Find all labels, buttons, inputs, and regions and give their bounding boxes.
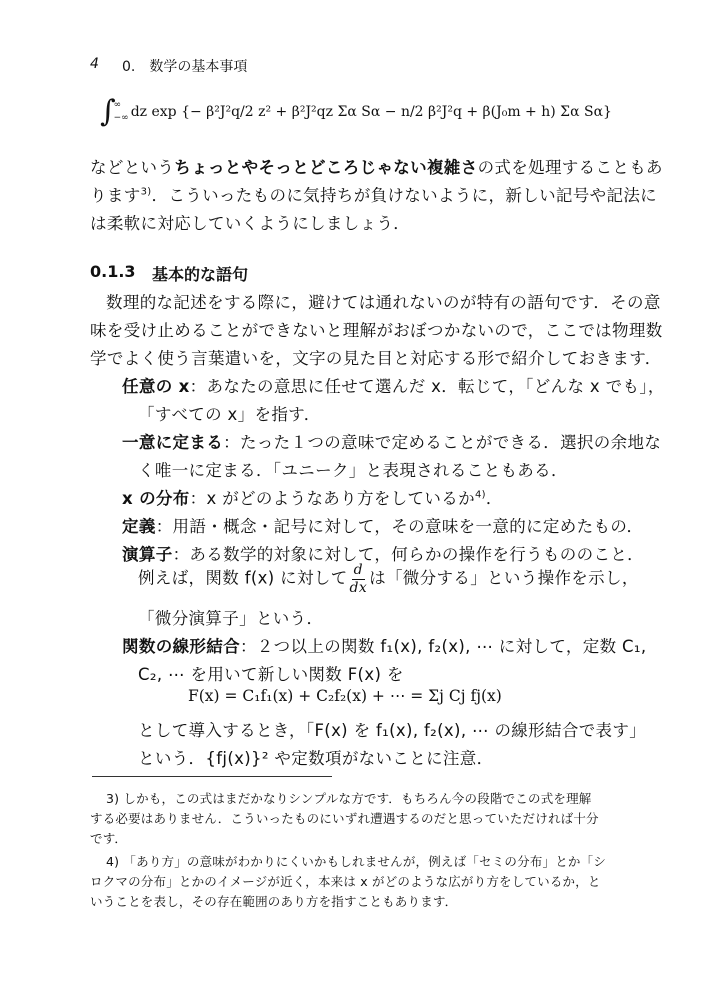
term-linear-line-2: C₂, ⋯ を用いて新しい関数 F(x) を xyxy=(138,665,404,684)
term-linear xyxy=(122,633,646,657)
equation-text: dz exp {− β²J²q/2 z² + β²J²qz Σα Sα − n/2 β²J²q + β(J₀m + h) Σα Sα} xyxy=(130,104,612,120)
term-label: 定義 xyxy=(122,517,156,536)
term-label: x の分布 xyxy=(122,489,190,508)
footnote-4-line-2: ロクマの分布」とかのイメージが近く，本来は x がどのような広がり方をしているか，と xyxy=(90,874,601,889)
term-desc: ：ある数学的対象に対して，何らかの操作を行うもののこと． xyxy=(172,545,645,564)
term-tail: ． xyxy=(485,489,503,508)
upper-limit: ∞ xyxy=(113,99,122,110)
intro-text: ．こういったものに気持ちが負けないように，新しい記号や記法に xyxy=(151,186,658,205)
term-linear-line-3: として導入するとき，「F(x) を f₁(x), f₂(x), ⋯ の線形結合で表す」 xyxy=(138,721,647,740)
body-line-2: 味を受け止めることができないと理解がおぼつかないので，ここでは物理数 xyxy=(90,321,663,340)
derivative-fraction xyxy=(350,563,368,595)
example-text: 例えば，関数 f(x) に対して xyxy=(138,568,348,588)
fraction-denominator: dx xyxy=(349,579,368,596)
linear-combination-formula: F(x) = C₁f₁(x) + C₂f₂(x) + ⋯ = Σj Cj fj(x) xyxy=(188,687,502,705)
footnote-text: しかも，この式はまだかなりシンプルな方です．もちろん今の段階でこの式を理解 xyxy=(123,791,592,806)
term-operator xyxy=(122,541,644,565)
term-definition xyxy=(122,513,643,537)
footnote-label: 4) xyxy=(106,854,120,869)
section-number: 0.1.3 xyxy=(90,262,136,281)
fraction-numerator: d xyxy=(353,562,363,578)
term-desc: ：あなたの意思に任せて選んだ x．転じて，「どんな x でも」， xyxy=(189,377,665,396)
term-distribution xyxy=(122,485,503,509)
footnote-4-line-3: いうことを表し，その存在範囲のあり方を指すこともあります． xyxy=(90,894,458,909)
lower-limit: −∞ xyxy=(113,112,129,123)
intro-text: などという xyxy=(90,158,175,177)
intro-text: の式を処理することもあ xyxy=(477,158,663,177)
intro-line-2 xyxy=(90,182,657,206)
section-title: 基本的な語句 xyxy=(152,265,249,284)
intro-text: ります xyxy=(90,186,141,205)
chapter-title: 0. 数学の基本事項 xyxy=(122,59,248,75)
term-operator-cont: 「微分演算子」という． xyxy=(138,609,324,628)
intro-line-3: は柔軟に対応していくようにしましょう． xyxy=(90,214,411,233)
body-line-3: 学でよく使う言葉遣いを，文字の見た目と対応する形で紹介しておきます． xyxy=(90,349,662,368)
footnote-ref: 4) xyxy=(474,489,486,501)
body-line-1: 数理的な記述をする際に，避けては通れないのが特有の語句です．その意 xyxy=(106,293,661,312)
footnote-divider xyxy=(92,776,332,777)
example-text: は「微分する」という操作を示し， xyxy=(369,568,639,588)
term-unique xyxy=(122,429,661,453)
footnote-3-line-2: する必要はありません．こういったものにいずれ遭遇するのだと思っていただければ十分 xyxy=(90,811,599,826)
footnote-text: 「あり方」の意味がわかりにくいかもしれませんが，例えば「セミの分布」とか「シ xyxy=(123,854,607,869)
term-any-x-cont: 「すべての x」を指す． xyxy=(138,405,321,424)
footnote-4-line-1 xyxy=(106,852,606,870)
page-number: 4 xyxy=(90,56,99,72)
footnote-label: 3) xyxy=(106,791,120,806)
term-desc: ：２つ以上の関数 f₁(x), f₂(x), ⋯ に対して，定数 C₁, xyxy=(239,637,647,656)
term-label: 演算子 xyxy=(122,545,173,564)
term-label: 任意の x xyxy=(122,377,190,396)
term-label: 一意に定まる xyxy=(122,433,224,452)
term-label: 関数の線形結合 xyxy=(122,637,240,656)
term-any-x xyxy=(122,373,665,397)
term-linear-line-4: という．{fj(x)}² や定数項がないことに注意． xyxy=(138,749,494,768)
intro-line-1 xyxy=(90,154,663,178)
term-desc: ：用語・概念・記号に対して，その意味を一意的に定めたもの． xyxy=(155,517,644,536)
term-unique-cont: く唯一に定まる．「ユニーク」と表現されることもある． xyxy=(138,461,568,480)
footnote-ref: 3) xyxy=(140,186,152,198)
term-desc: ：x がどのようなあり方をしているか xyxy=(189,489,475,508)
intro-bold-text: ちょっとやそっとどころじゃない複雑さ xyxy=(174,158,478,177)
top-equation xyxy=(100,94,612,129)
integral-sign: ∫ xyxy=(100,94,116,129)
term-desc: ：たった１つの意味で定めることができる．選択の余地な xyxy=(223,433,662,452)
integral-limits xyxy=(114,99,129,124)
term-operator-example xyxy=(138,563,639,595)
footnote-3-line-3: です． xyxy=(90,831,128,846)
footnote-3-line-1 xyxy=(106,789,592,807)
